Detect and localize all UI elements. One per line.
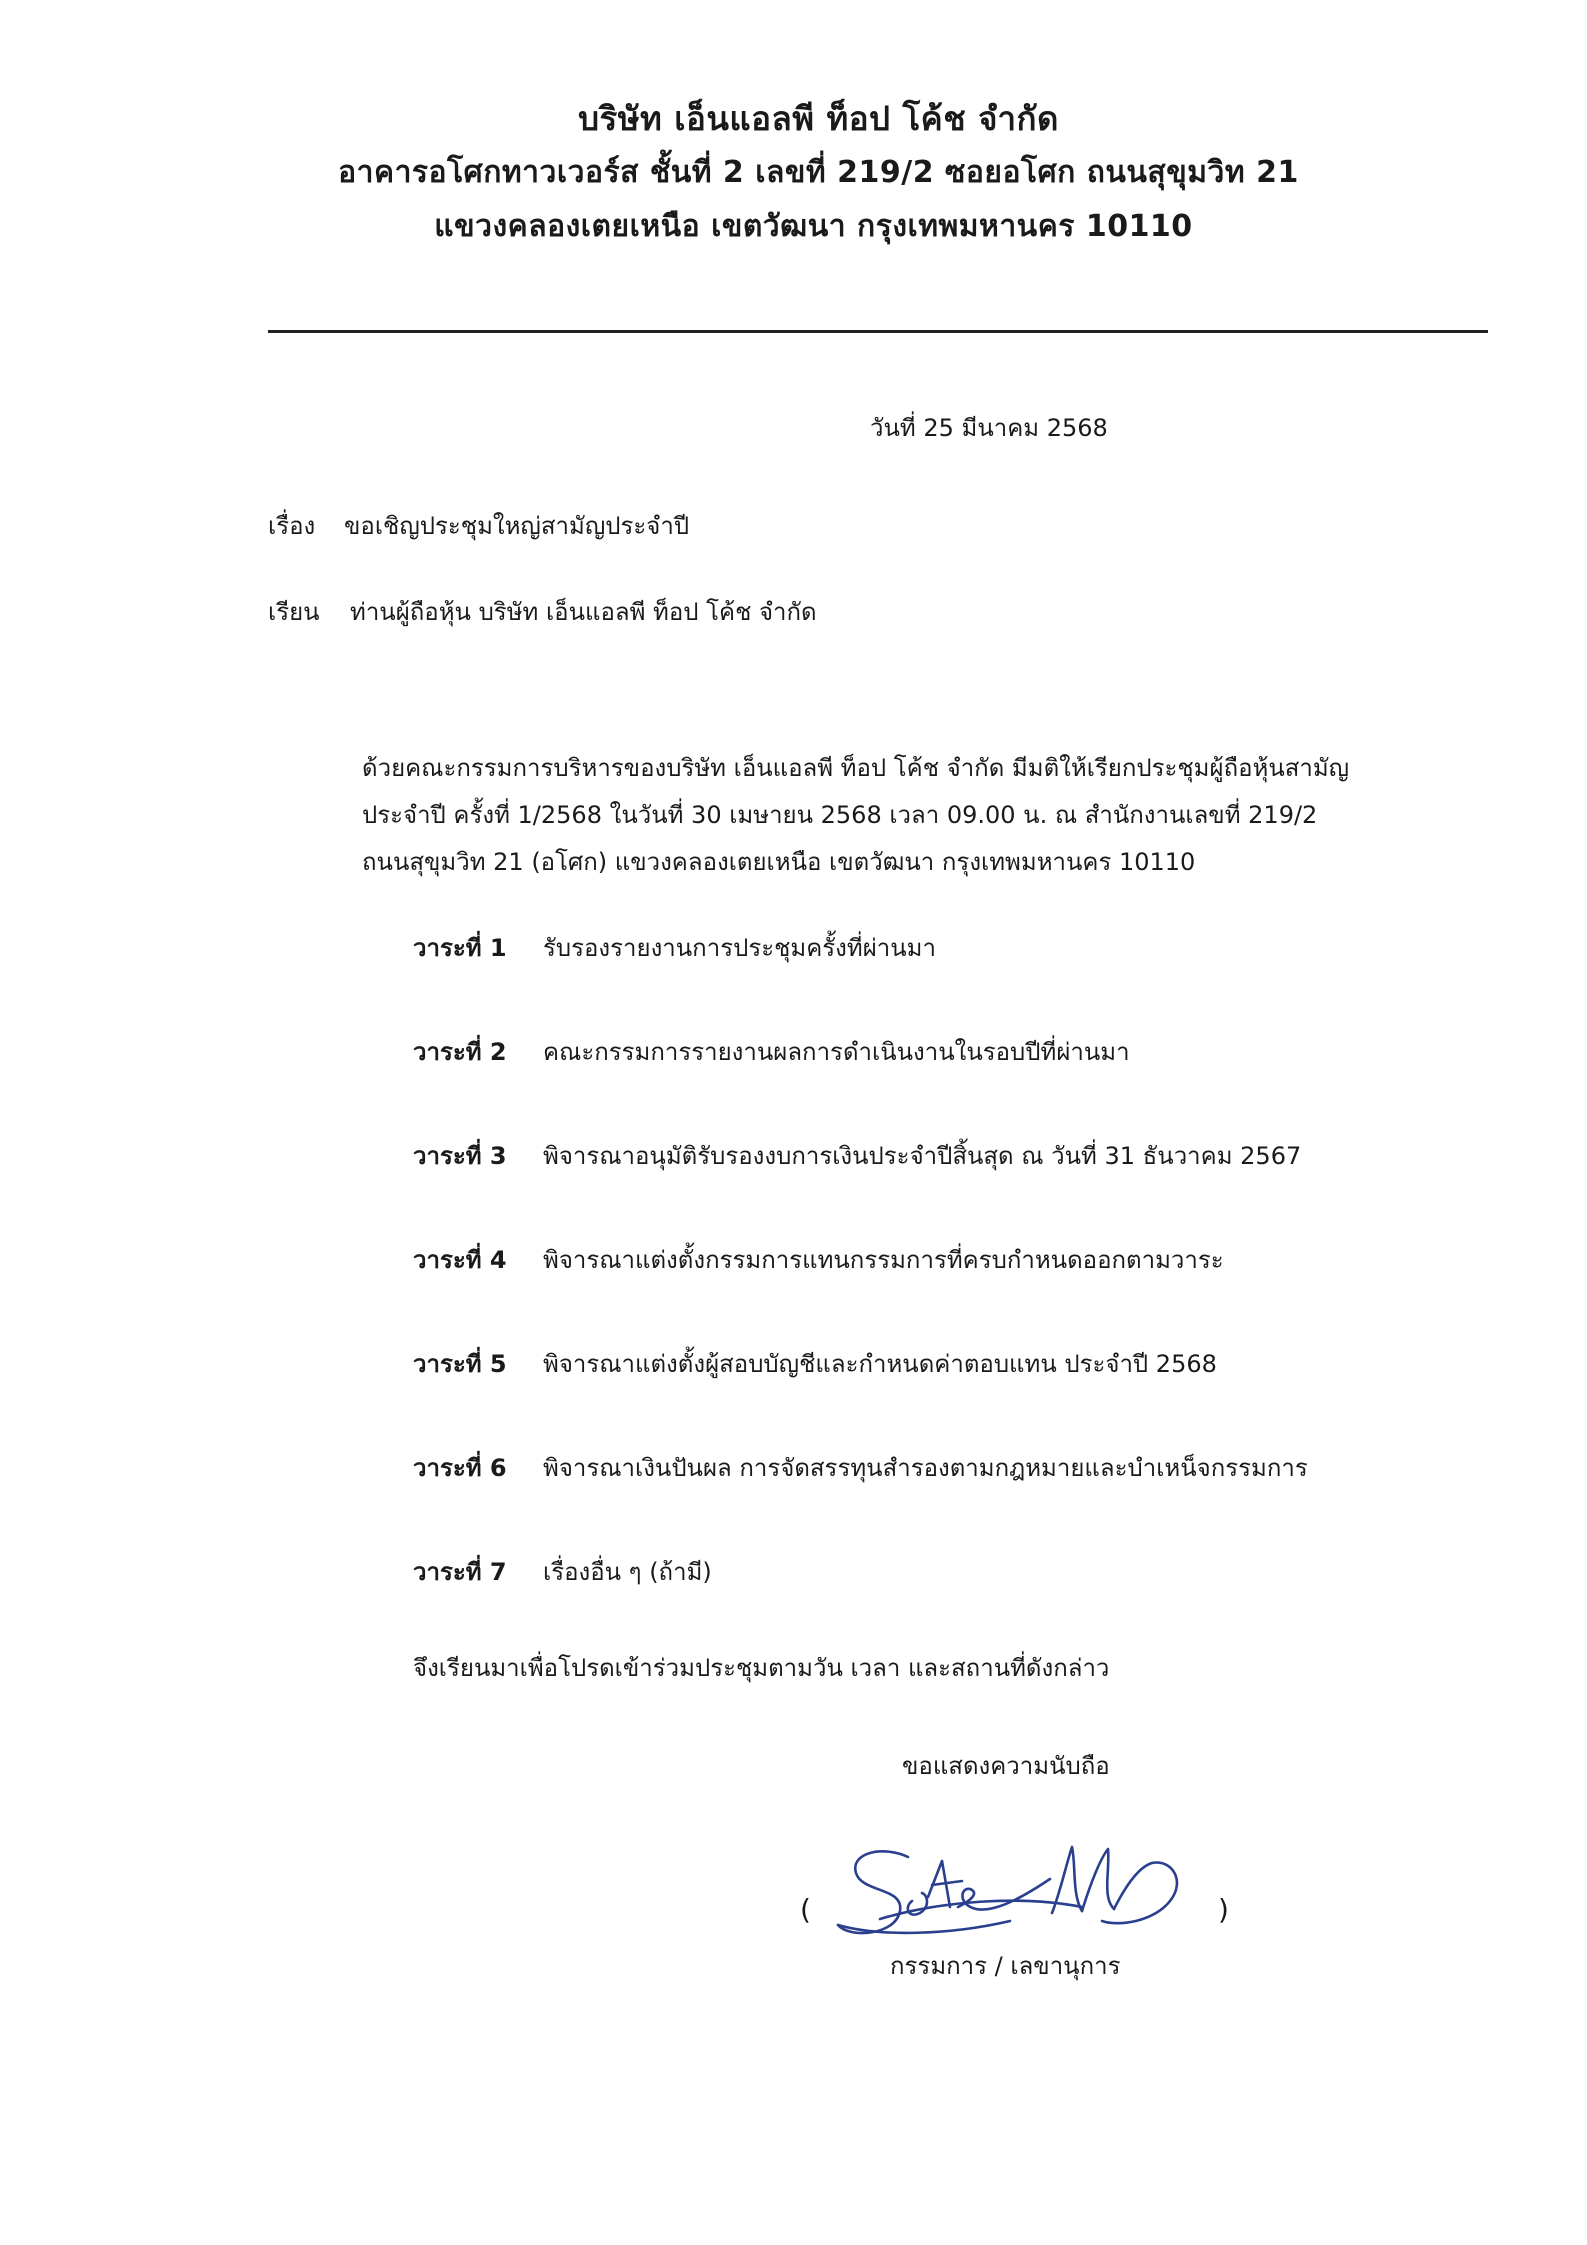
agenda-text: พิจารณาอนุมัติรับรองงบการเงินประจำปีสิ้นสุด ณ วันที่ 31 ธันวาคม 2567 <box>543 1142 1302 1170</box>
agenda-number: วาระที่ 4 <box>413 1246 507 1274</box>
regards-text: ขอแสดงความนับถือ <box>902 1752 1110 1780</box>
closing-sentence: จึงเรียนมาเพื่อโปรดเข้าร่วมประชุมตามวัน เวลา และสถานที่ดังกล่าว <box>413 1654 1110 1682</box>
company-address-line-2: แขวงคลองเตยเหนือ เขตวัฒนา กรุงเทพมหานคร 10110 <box>434 209 1193 244</box>
body-line: ถนนสุขุมวิท 21 (อโศก) แขวงคลองเตยเหนือ เขตวัฒนา กรุงเทพมหานคร 10110 <box>362 848 1196 876</box>
agenda-text: พิจารณาแต่งตั้งกรรมการแทนกรรมการที่ครบกำหนดออกตามวาระ <box>543 1246 1224 1274</box>
agenda-text: พิจารณาแต่งตั้งผู้สอบบัญชีและกำหนดค่าตอบแทน ประจำปี 2568 <box>543 1350 1217 1378</box>
body-line: ด้วยคณะกรรมการบริหารของบริษัท เอ็นแอลพี ท็อป โค้ช จำกัด มีมติให้เรียกประชุมผู้ถือหุ้นสามัญ <box>362 754 1350 782</box>
agenda-item <box>413 1242 1308 1346</box>
agenda-item <box>413 1450 1308 1554</box>
agenda-text: เรื่องอื่น ๆ (ถ้ามี) <box>543 1558 712 1586</box>
signature-open-paren: ( <box>800 1893 811 1926</box>
agenda-number: วาระที่ 5 <box>413 1350 507 1378</box>
subject-text: ขอเชิญประชุมใหญ่สามัญประจำปี <box>344 512 690 540</box>
agenda-text: รับรองรายงานการประชุมครั้งที่ผ่านมา <box>543 934 936 962</box>
signature-drawing <box>820 1835 1200 1955</box>
agenda-number: วาระที่ 1 <box>413 934 507 962</box>
agenda-item <box>413 1346 1308 1450</box>
agenda-item <box>413 1138 1308 1242</box>
subject-line <box>268 508 689 544</box>
recipient-label: เรียน <box>268 598 320 626</box>
header-divider <box>268 330 1488 333</box>
agenda-list <box>413 930 1308 1658</box>
body-paragraph <box>362 745 1512 886</box>
agenda-number: วาระที่ 7 <box>413 1558 507 1586</box>
body-line: ประจำปี ครั้งที่ 1/2568 ในวันที่ 30 เมษายน 2568 เวลา 09.00 น. ณ สำนักงานเลขที่ 219/2 <box>362 801 1318 829</box>
subject-label: เรื่อง <box>268 512 316 540</box>
signature-close-paren: ) <box>1218 1893 1229 1926</box>
company-address-line-1: อาคารอโศกทาวเวอร์ส ชั้นที่ 2 เลขที่ 219/2 ซอยอโศก ถนนสุขุมวิท 21 <box>338 155 1299 190</box>
company-name: บริษัท เอ็นแอลพี ท็อป โค้ช จำกัด <box>578 99 1059 138</box>
signature-block <box>800 1835 1240 1955</box>
agenda-number: วาระที่ 3 <box>413 1142 507 1170</box>
letterhead <box>0 92 1587 254</box>
handwritten-signature <box>820 1835 1200 1955</box>
agenda-item <box>413 930 1308 1034</box>
agenda-number: วาระที่ 2 <box>413 1038 507 1066</box>
agenda-text: พิจารณาเงินปันผล การจัดสรรทุนสำรองตามกฎหมายและบำเหน็จกรรมการ <box>543 1454 1308 1482</box>
agenda-number: วาระที่ 6 <box>413 1454 507 1482</box>
agenda-text: คณะกรรมการรายงานผลการดำเนินงานในรอบปีที่ผ่านมา <box>543 1038 1130 1066</box>
agenda-item <box>413 1554 1308 1658</box>
recipient-line <box>268 594 817 630</box>
recipient-text: ท่านผู้ถือหุ้น บริษัท เอ็นแอลพี ท็อป โค้ช จำกัด <box>350 598 817 626</box>
signatory-role: กรรมการ / เลขานุการ <box>890 1952 1121 1980</box>
letter-date: วันที่ 25 มีนาคม 2568 <box>870 414 1108 442</box>
agenda-item <box>413 1034 1308 1138</box>
